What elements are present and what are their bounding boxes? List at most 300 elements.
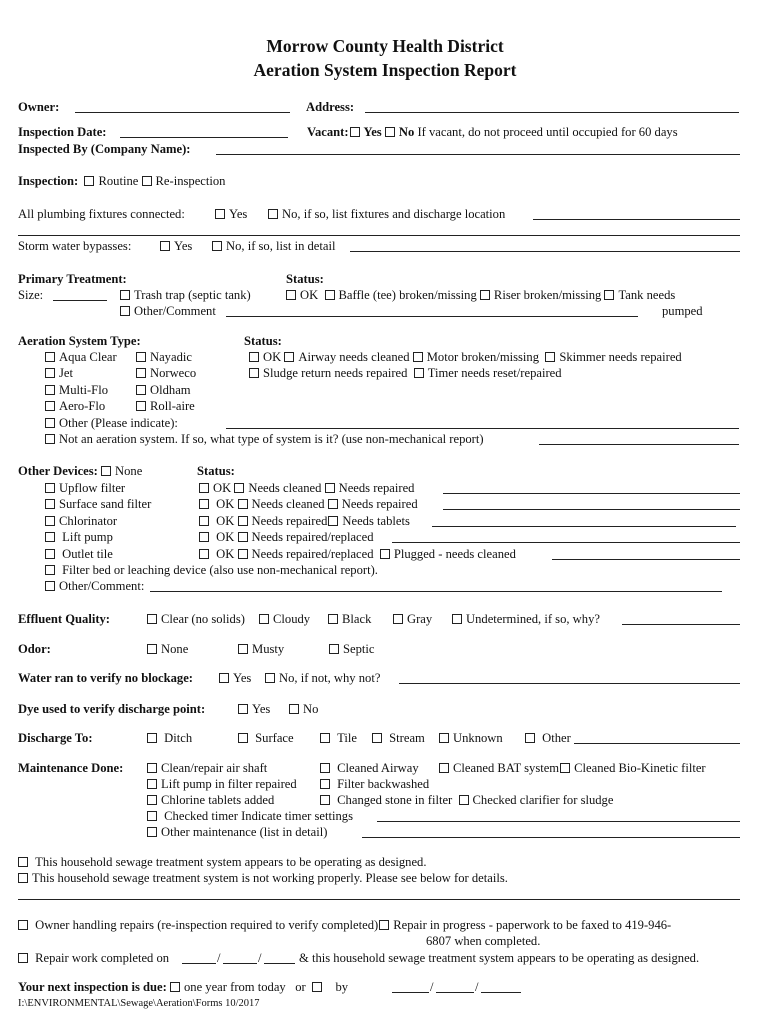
discharge-ditch-checkbox[interactable]	[147, 733, 157, 743]
maint-timer-label: Checked timer Indicate timer settings	[164, 809, 354, 823]
riser-checkbox[interactable]	[480, 290, 490, 300]
discharge-ditch-option	[147, 731, 192, 746]
lift-pump-ok-label: OK	[216, 530, 235, 544]
maint-other-option	[147, 825, 327, 840]
vacant-no-checkbox[interactable]	[385, 127, 395, 137]
sand-needs-repaired-label: Needs repaired	[341, 497, 418, 511]
chlorinator-status-row	[199, 514, 410, 529]
chlorinator-needs-repaired-label: Needs repaired	[251, 514, 328, 528]
routine-label: Routine	[98, 174, 139, 188]
vacant-group	[307, 125, 678, 140]
chlorinator-label: Chlorinator	[59, 514, 118, 528]
result-operating-option	[18, 855, 427, 870]
sludge-checkbox[interactable]	[249, 368, 259, 378]
maint-bat-checkbox[interactable]	[439, 763, 449, 773]
odor-musty-option	[238, 642, 284, 657]
or-label: or	[295, 980, 306, 994]
dye-no-checkbox[interactable]	[289, 704, 299, 714]
dye-yes-checkbox[interactable]	[238, 704, 248, 714]
storm-detail-field[interactable]	[350, 251, 740, 252]
filter-bed-label: Filter bed or leaching device (also use non-mechanical report).	[62, 563, 378, 577]
maint-stone-label: Changed stone in filter	[337, 793, 453, 807]
nayadic-option	[136, 350, 192, 365]
sand-status-row	[199, 497, 418, 512]
dye-yes-option	[238, 702, 270, 717]
outlet-tile-label: Outlet tile	[62, 547, 113, 561]
primary-status-label: Status:	[286, 272, 324, 286]
water-ran-no-checkbox[interactable]	[265, 673, 275, 683]
upflow-status-row	[199, 481, 414, 496]
water-ran-yes-label: Yes	[233, 671, 252, 685]
tank-needs-label: Tank needs	[618, 288, 676, 302]
other-devices-none-checkbox[interactable]	[101, 466, 111, 476]
baffle-label: Baffle (tee) broken/missing	[338, 288, 477, 302]
storm-no-checkbox[interactable]	[212, 241, 222, 251]
repair-completed-label: Repair work completed on	[35, 951, 170, 965]
discharge-tile-label: Tile	[337, 731, 357, 745]
maint-timer-field[interactable]	[377, 821, 740, 822]
chlorinator-needs-tablets-checkbox[interactable]	[328, 516, 338, 526]
outlet-plugged-checkbox[interactable]	[380, 549, 390, 559]
discharge-unknown-label: Unknown	[453, 731, 503, 745]
devices-other-label: Other/Comment:	[59, 579, 145, 593]
form-title: Morrow County Health District	[266, 36, 504, 56]
lift-pump-detail-field[interactable]	[392, 542, 740, 543]
upflow-needs-cleaned-label: Needs cleaned	[248, 481, 322, 495]
multi-flo-label: Multi-Flo	[59, 383, 108, 397]
outlet-plugged-label: Plugged - needs cleaned	[393, 547, 516, 561]
outlet-needs-repaired-checkbox[interactable]	[238, 549, 248, 559]
outlet-detail-field[interactable]	[552, 559, 740, 560]
aeration-type-label: Aeration System Type:	[18, 334, 141, 348]
address-field[interactable]	[365, 112, 739, 113]
plumbing-no-group	[268, 207, 505, 222]
maint-stone-option	[320, 793, 613, 808]
primary-other-group	[120, 304, 216, 319]
aeration-other-checkbox[interactable]	[45, 418, 55, 428]
water-ran-no-label: No, if not, why not?	[279, 671, 381, 685]
sand-needs-cleaned-label: Needs cleaned	[251, 497, 325, 511]
chlorinator-detail-field[interactable]	[432, 526, 736, 527]
maint-chlorine-option	[147, 793, 274, 808]
baffle-checkbox[interactable]	[325, 290, 335, 300]
inspection-date-label: Inspection Date:	[18, 125, 107, 139]
storm-no-group	[212, 239, 336, 254]
vacant-yes-label: Yes	[363, 125, 382, 139]
maint-air-option	[147, 761, 267, 776]
result-operating-checkbox[interactable]	[18, 857, 28, 867]
trash-trap-checkbox[interactable]	[120, 290, 130, 300]
timer-label: Timer needs reset/repaired	[427, 366, 562, 380]
primary-ok-checkbox[interactable]	[286, 290, 296, 300]
trash-trap-group	[120, 288, 251, 303]
not-aeration-option	[45, 432, 484, 447]
surface-sand-label: Surface sand filter	[59, 497, 152, 511]
primary-status-row	[286, 288, 675, 303]
surface-sand-option	[45, 497, 151, 512]
jet-label: Jet	[59, 366, 73, 380]
storm-yes-group	[160, 239, 192, 254]
aeration-other-option	[45, 416, 178, 431]
upflow-label: Upflow filter	[59, 481, 126, 495]
maint-bio-checkbox[interactable]	[560, 763, 570, 773]
owner-handling-label: Owner handling repairs (re-inspection required to verify completed)	[35, 918, 379, 932]
plumbing-no-label: No, if so, list fixtures and discharge location	[282, 207, 506, 221]
reinspection-checkbox[interactable]	[142, 176, 152, 186]
effluent-gray-checkbox[interactable]	[393, 614, 403, 624]
repair-date-sep-2: /	[258, 951, 262, 965]
oldham-option	[136, 383, 191, 398]
by-date-checkbox[interactable]	[312, 982, 322, 992]
outlet-ok-label: OK	[216, 547, 235, 561]
effluent-cloudy-checkbox[interactable]	[259, 614, 269, 624]
repair-day-field[interactable]	[223, 963, 257, 964]
outlet-needs-repaired-label: Needs repaired/replaced	[251, 547, 374, 561]
aeration-other-label: Other (Please indicate):	[59, 416, 178, 430]
effluent-black-checkbox[interactable]	[328, 614, 338, 624]
roll-aire-option	[136, 399, 195, 414]
chlorinator-option	[45, 514, 117, 529]
next-year-field[interactable]	[481, 992, 521, 993]
water-ran-why-field[interactable]	[399, 683, 740, 684]
aero-flo-option	[45, 399, 105, 414]
nayadic-checkbox[interactable]	[136, 352, 146, 362]
maint-air-checkbox[interactable]	[147, 763, 157, 773]
vacant-no-label: No	[398, 125, 415, 139]
maint-chlorine-checkbox[interactable]	[147, 795, 157, 805]
filter-bed-checkbox[interactable]	[45, 565, 55, 575]
upflow-ok-checkbox[interactable]	[199, 483, 209, 493]
one-year-label: one year from today	[183, 980, 286, 994]
owner-handling-option	[18, 918, 671, 933]
plumbing-detail-field[interactable]	[533, 219, 740, 220]
effluent-black-label: Black	[342, 612, 372, 626]
maint-other-label: Other maintenance (list in detail)	[161, 825, 328, 839]
aqua-clear-checkbox[interactable]	[45, 352, 55, 362]
next-date-sep-2: /	[475, 980, 479, 994]
effluent-gray-label: Gray	[407, 612, 433, 626]
maintenance-label: Maintenance Done:	[18, 761, 124, 775]
water-ran-label: Water ran to verify no blockage:	[18, 671, 194, 685]
maint-bat-option	[439, 761, 706, 776]
next-day-field[interactable]	[436, 992, 474, 993]
upflow-option	[45, 481, 125, 496]
result-operating-label: This household sewage treatment system appears to be operating as designed.	[35, 855, 427, 869]
discharge-tile-checkbox[interactable]	[320, 733, 330, 743]
routine-checkbox[interactable]	[84, 176, 94, 186]
discharge-label: Discharge To:	[18, 731, 93, 745]
discharge-surface-label: Surface	[255, 731, 294, 745]
discharge-other-checkbox[interactable]	[525, 733, 535, 743]
upflow-needs-repaired-checkbox[interactable]	[325, 483, 335, 493]
not-aeration-checkbox[interactable]	[45, 434, 55, 444]
devices-other-checkbox[interactable]	[45, 581, 55, 591]
footer-path: I:\ENVIRONMENTAL\Sewage\Aeration\Forms 10/2017	[18, 998, 260, 1009]
maint-airway-checkbox[interactable]	[320, 763, 330, 773]
multi-flo-checkbox[interactable]	[45, 385, 55, 395]
repair-in-progress-label: Repair in progress - paperwork to be faxed to 419-946-	[393, 918, 672, 932]
water-ran-yes-option	[219, 671, 251, 686]
inspection-date-field[interactable]	[120, 137, 288, 138]
riser-label: Riser broken/missing	[493, 288, 602, 302]
inspection-type-row	[18, 174, 225, 189]
effluent-undetermined-label: Undetermined, if so, why?	[466, 612, 600, 626]
skimmer-label: Skimmer needs repaired	[559, 350, 682, 364]
plumbing-label: All plumbing fixtures connected:	[18, 207, 185, 221]
norweco-label: Norweco	[150, 366, 197, 380]
airway-label: Airway needs cleaned	[298, 350, 410, 364]
maint-stone-checkbox[interactable]	[320, 795, 330, 805]
aero-flo-checkbox[interactable]	[45, 401, 55, 411]
repair-completed-tail: & this household sewage treatment system appears to be operating as designed.	[299, 951, 700, 965]
outlet-tile-option	[45, 547, 113, 562]
plumbing-options	[215, 207, 247, 222]
aero-flo-label: Aero-Flo	[59, 399, 106, 413]
filter-bed-option	[45, 563, 378, 578]
maint-lift-label: Lift pump in filter repaired	[161, 777, 297, 791]
storm-yes-label: Yes	[174, 239, 193, 253]
maint-air-label: Clean/repair air shaft	[161, 761, 268, 775]
motor-label: Motor broken/missing	[426, 350, 540, 364]
repair-completed-option	[18, 951, 169, 966]
discharge-unknown-option	[439, 731, 503, 746]
chlorinator-checkbox[interactable]	[45, 516, 55, 526]
tank-pumped-label: pumped	[662, 304, 703, 318]
repair-in-progress-label-2: 6807 when completed.	[426, 934, 541, 948]
upflow-ok-label: OK	[213, 481, 232, 495]
airway-checkbox[interactable]	[284, 352, 294, 362]
discharge-stream-option	[372, 731, 425, 746]
vacant-yes-checkbox[interactable]	[350, 127, 360, 137]
primary-treatment-label: Primary Treatment:	[18, 272, 127, 286]
other-devices-none-label: None	[115, 464, 143, 478]
result-not-working-label: This household sewage treatment system is not working properly. Please see below for details.	[32, 871, 508, 885]
result-not-working-option	[18, 871, 508, 886]
aeration-status-row-2	[249, 366, 562, 381]
maint-other-checkbox[interactable]	[147, 827, 157, 837]
aqua-clear-label: Aqua Clear	[59, 350, 117, 364]
sand-needs-cleaned-checkbox[interactable]	[238, 499, 248, 509]
water-ran-yes-checkbox[interactable]	[219, 673, 229, 683]
discharge-surface-option	[238, 731, 294, 746]
odor-musty-checkbox[interactable]	[238, 644, 248, 654]
aeration-ok-label: OK	[263, 350, 282, 364]
next-date-sep-1: /	[430, 980, 434, 994]
dye-label: Dye used to verify discharge point:	[18, 702, 206, 716]
norweco-option	[136, 366, 196, 381]
owner-label: Owner:	[18, 100, 60, 114]
discharge-other-option	[525, 731, 571, 746]
repair-in-progress-checkbox[interactable]	[379, 920, 389, 930]
next-month-field[interactable]	[392, 992, 429, 993]
size-field[interactable]	[53, 300, 107, 301]
inspected-by-label: Inspected By (Company Name):	[18, 142, 191, 156]
maint-clarifier-label: Checked clarifier for sludge	[472, 793, 614, 807]
effluent-cloudy-option	[259, 612, 310, 627]
devices-other-option	[45, 579, 144, 594]
dye-no-label: No	[303, 702, 319, 716]
lift-pump-ok-checkbox[interactable]	[199, 532, 209, 542]
lift-pump-option	[45, 530, 113, 545]
effluent-undetermined-checkbox[interactable]	[452, 614, 462, 624]
discharge-stream-checkbox[interactable]	[372, 733, 382, 743]
maint-backwash-label: Filter backwashed	[337, 777, 430, 791]
lift-pump-label: Lift pump	[62, 530, 113, 544]
chlorinator-ok-checkbox[interactable]	[199, 516, 209, 526]
odor-septic-option	[329, 642, 374, 657]
inspected-by-field[interactable]	[216, 154, 740, 155]
odor-none-option	[147, 642, 188, 657]
maint-backwash-checkbox[interactable]	[320, 779, 330, 789]
lift-pump-checkbox[interactable]	[45, 532, 55, 542]
chlorinator-needs-tablets-label: Needs tablets	[342, 514, 410, 528]
discharge-stream-label: Stream	[389, 731, 425, 745]
roll-aire-label: Roll-aire	[150, 399, 195, 413]
sludge-label: Sludge return needs repaired	[263, 366, 408, 380]
discharge-tile-option	[320, 731, 357, 746]
outlet-tile-checkbox[interactable]	[45, 549, 55, 559]
dye-no-option	[289, 702, 318, 717]
upflow-detail-field[interactable]	[443, 493, 740, 494]
plumbing-detail-field-2[interactable]	[18, 235, 740, 236]
other-devices-label: Other Devices:	[18, 464, 98, 478]
primary-other-label: Other/Comment	[134, 304, 216, 318]
sand-ok-label: OK	[216, 497, 235, 511]
discharge-ditch-label: Ditch	[164, 731, 193, 745]
primary-other-field[interactable]	[226, 316, 638, 317]
maint-airway-option	[320, 761, 419, 776]
other-devices-header	[18, 464, 142, 479]
aeration-other-field[interactable]	[226, 428, 739, 429]
discharge-other-field[interactable]	[574, 743, 740, 744]
vacant-label: Vacant:	[307, 125, 349, 139]
owner-handling-checkbox[interactable]	[18, 920, 28, 930]
surface-sand-checkbox[interactable]	[45, 499, 55, 509]
upflow-needs-repaired-label: Needs repaired	[338, 481, 415, 495]
maint-lift-option	[147, 777, 297, 792]
maint-other-field[interactable]	[362, 837, 740, 838]
inspection-label: Inspection:	[18, 174, 79, 188]
upflow-needs-cleaned-checkbox[interactable]	[234, 483, 244, 493]
plumbing-no-checkbox[interactable]	[268, 209, 278, 219]
discharge-surface-checkbox[interactable]	[238, 733, 248, 743]
effluent-black-option	[328, 612, 371, 627]
oldham-checkbox[interactable]	[136, 385, 146, 395]
water-ran-no-option	[265, 671, 380, 686]
form-subtitle: Aeration System Inspection Report	[253, 60, 517, 80]
size-label: Size:	[18, 288, 44, 302]
plumbing-yes-label: Yes	[229, 207, 248, 221]
result-not-working-checkbox[interactable]	[18, 873, 28, 883]
aeration-ok-checkbox[interactable]	[249, 352, 259, 362]
odor-musty-label: Musty	[252, 642, 285, 656]
effluent-clear-checkbox[interactable]	[147, 614, 157, 624]
effluent-label: Effluent Quality:	[18, 612, 111, 626]
maint-timer-option	[147, 809, 353, 824]
sand-detail-field[interactable]	[443, 509, 740, 510]
sand-ok-checkbox[interactable]	[199, 499, 209, 509]
next-inspection-label: Your next inspection is due:	[18, 980, 167, 994]
outlet-status-row	[199, 547, 516, 562]
aqua-clear-option	[45, 350, 117, 365]
storm-yes-checkbox[interactable]	[160, 241, 170, 251]
odor-none-checkbox[interactable]	[147, 644, 157, 654]
repair-year-field[interactable]	[264, 963, 295, 964]
vacant-note: If vacant, do not proceed until occupied for 60 days	[417, 125, 678, 139]
storm-label: Storm water bypasses:	[18, 239, 132, 253]
effluent-gray-option	[393, 612, 432, 627]
maint-timer-checkbox[interactable]	[147, 811, 157, 821]
odor-septic-checkbox[interactable]	[329, 644, 339, 654]
one-year-checkbox[interactable]	[170, 982, 180, 992]
devices-other-field[interactable]	[150, 591, 722, 592]
other-devices-status-label: Status:	[197, 464, 235, 478]
chlorinator-needs-repaired-checkbox[interactable]	[238, 516, 248, 526]
owner-field[interactable]	[75, 112, 290, 113]
oldham-label: Oldham	[150, 383, 191, 397]
discharge-unknown-checkbox[interactable]	[439, 733, 449, 743]
not-aeration-field[interactable]	[539, 444, 739, 445]
discharge-other-label: Other	[542, 731, 571, 745]
maint-backwash-option	[320, 777, 429, 792]
tank-needs-checkbox[interactable]	[604, 290, 614, 300]
jet-checkbox[interactable]	[45, 368, 55, 378]
details-field[interactable]	[18, 899, 740, 900]
motor-checkbox[interactable]	[413, 352, 423, 362]
maint-lift-checkbox[interactable]	[147, 779, 157, 789]
effluent-undetermined-option	[452, 612, 600, 627]
outlet-ok-checkbox[interactable]	[199, 549, 209, 559]
dye-yes-label: Yes	[252, 702, 271, 716]
primary-ok-label: OK	[300, 288, 319, 302]
skimmer-checkbox[interactable]	[545, 352, 555, 362]
lift-pump-needs-repaired-checkbox[interactable]	[238, 532, 248, 542]
lift-pump-needs-repaired-label: Needs repaired/replaced	[251, 530, 374, 544]
maint-chlorine-label: Chlorine tablets added	[161, 793, 275, 807]
by-label: by	[335, 980, 349, 994]
not-aeration-label: Not an aeration system. If so, what type of system is it? (use non-mechanical report)	[59, 432, 484, 446]
maint-bat-label: Cleaned BAT system	[453, 761, 560, 775]
aeration-status-label: Status:	[244, 334, 282, 348]
sand-needs-repaired-checkbox[interactable]	[328, 499, 338, 509]
maint-bio-label: Cleaned Bio-Kinetic filter	[574, 761, 706, 775]
maint-airway-label: Cleaned Airway	[337, 761, 419, 775]
next-inspection-row	[18, 980, 348, 995]
chlorinator-ok-label: OK	[216, 514, 235, 528]
norweco-checkbox[interactable]	[136, 368, 146, 378]
effluent-why-field[interactable]	[622, 624, 740, 625]
timer-checkbox[interactable]	[414, 368, 424, 378]
odor-none-label: None	[161, 642, 189, 656]
primary-other-checkbox[interactable]	[120, 306, 130, 316]
effluent-cloudy-label: Cloudy	[273, 612, 311, 626]
trash-trap-label: Trash trap (septic tank)	[134, 288, 251, 302]
repair-completed-checkbox[interactable]	[18, 953, 28, 963]
odor-label: Odor:	[18, 642, 51, 656]
effluent-clear-label: Clear (no solids)	[161, 612, 245, 626]
repair-date-sep-1: /	[217, 951, 221, 965]
address-label: Address:	[306, 100, 355, 114]
jet-option	[45, 366, 73, 381]
nayadic-label: Nayadic	[150, 350, 192, 364]
repair-month-field[interactable]	[182, 963, 216, 964]
maint-clarifier-checkbox[interactable]	[459, 795, 469, 805]
plumbing-yes-checkbox[interactable]	[215, 209, 225, 219]
upflow-checkbox[interactable]	[45, 483, 55, 493]
reinspection-label: Re-inspection	[155, 174, 226, 188]
roll-aire-checkbox[interactable]	[136, 401, 146, 411]
storm-no-label: No, if so, list in detail	[226, 239, 336, 253]
